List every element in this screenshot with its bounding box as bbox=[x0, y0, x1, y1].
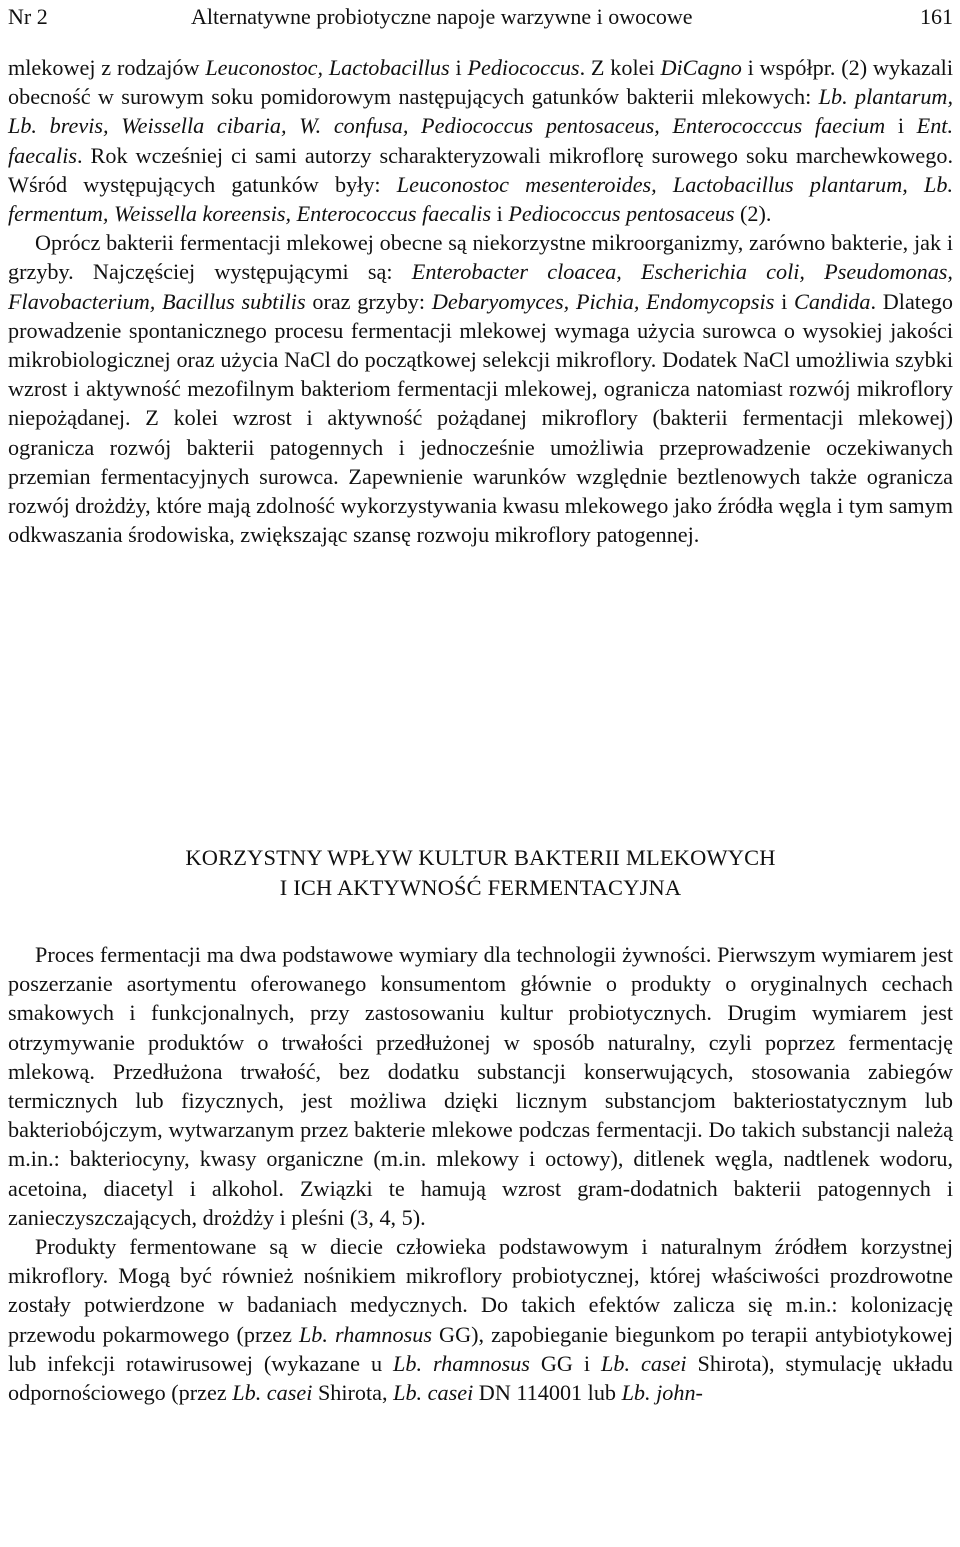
document-page bbox=[8, 0, 954, 1406]
section-heading-line-1: KORZYSTNY WPŁYW KULTUR BAKTERII MLEKOWYCH bbox=[185, 845, 776, 870]
text-run: Shirota, bbox=[312, 1380, 394, 1406]
text-run: Proces fermentacji ma dwa podstawowe wymiary dla technologii żywności. Pierwszym wymiarem jest poszerzanie asortymentu oferowanego konsumentom głównie o produkty o oryginalnych cechach smakowych i funkcjonalnych, przy zastosowaniu kultur probiotycznych. Drugim wymiarem jest otrzymywanie produktów o trwałości przedłużonej w sposób naturalny, czyli poprzez fermentację mlekową. Przedłużona trwałość, bez dodatku substancji konserwujących, stosowania zabiegów termicznych lub fizycznych, jest możliwa dzięki licznym substancjom bakteriostatycznym lub bakteriobójczym, wytwarzanym przez bakterie mlekowe podczas fermentacji. Do takich substancji należą m.in.: bakteriocyny, kwasy organiczne (m.in. mlekowy i octowy), ditlenek węgla, nadtlenek wodoru, acetoina, diacetyl i alkohol. Związki te hamują wzrost gram-dodatnich bakterii patogennych i zanieczyszczających, drożdży i pleśni (3, 4, 5). bbox=[8, 942, 953, 1230]
text-run: i bbox=[885, 113, 917, 139]
text-run: i bbox=[449, 55, 468, 80]
intro-text-block bbox=[8, 53, 953, 549]
italic-term: Lb. rhamnosus bbox=[298, 1321, 432, 1347]
running-header bbox=[8, 0, 953, 34]
text-run: . Dlatego prowadzenie spontanicznego procesu fermentacji mlekowej wymaga użycia surowca o wysokiej jakości mikrobiologicznej oraz użycia NaCl do początkowej selekcji mikroflory. Dodatek NaCl umożliwia szybki wzrost i aktywność mezofilnym bakteriom fermentacji mlekowej, ogranicza natomiast rozwój mikroflory niepożądanej. Z kolei wzrost i aktywność pożądanej mikroflory (bakterii fermentacji mlekowej) ogranicza rozwój bakterii patogennych i jednocześnie umożliwia przeprowadzenie oczekiwanych przemian fermentacyjnych surowca. Zapewnienie warunków względnie beztlenowych także ogranicza rozwój drożdży, które mają zdolność wykorzystywania kwasu mlekowego jako źródła węgla i tym samym odkwaszania środowiska, zwiększając szansę rozwoju mikroflory patogennej. bbox=[8, 288, 953, 548]
running-title: Alternatywne probiotyczne napoje warzywne i owocowe bbox=[191, 4, 693, 29]
text-run: i bbox=[491, 201, 509, 227]
text-run: Shirota), stymulację układu odpornościowego (przez bbox=[8, 1350, 953, 1406]
italic-term: Lb. john- bbox=[621, 1380, 703, 1406]
text-run: . Rok wcześniej ci sami autorzy scharakteryzowali mikroflorę surowego soku marchewkowego. Wśród występujących gatunków były: bbox=[8, 142, 953, 197]
italic-term: Pediococcus pentosaceus bbox=[508, 201, 735, 227]
paragraph bbox=[8, 940, 953, 1232]
italic-term: Debaryomyces, Pichia, Endomycopsis bbox=[431, 288, 775, 314]
text-run: mlekowej z rodzajów bbox=[8, 55, 206, 80]
italic-term: Pediococcus bbox=[467, 55, 580, 80]
italic-term: Lb. plantarum, Lb. brevis, Weissella cibaria, W. confusa, Pediococcus pentosaceus, Enterococccus faecium bbox=[8, 84, 954, 139]
italic-term: Lb. casei bbox=[232, 1380, 313, 1406]
italic-term: DiCagno bbox=[660, 55, 742, 80]
text-run: (2). bbox=[734, 201, 772, 227]
italic-term: Leuconostoc, Lactobacillus bbox=[205, 55, 450, 80]
italic-term: Leuconostoc mesenteroides, Lactobacillus plantarum, Lb. fermentum, Weissella koreensis, Enterococcus faecalis bbox=[8, 171, 953, 227]
section-heading bbox=[8, 843, 953, 903]
page-number: 161 bbox=[920, 4, 953, 29]
text-run: . Z kolei bbox=[579, 55, 661, 80]
paragraph bbox=[8, 53, 953, 228]
issue-number: Nr 2 bbox=[8, 4, 48, 29]
text-run: i współpr. (2) wykazali obecność w surowym soku pomidorowym następujących gatunków bakterii mlekowych: bbox=[8, 55, 954, 110]
paragraph bbox=[8, 228, 953, 549]
italic-term: Candida bbox=[794, 288, 871, 314]
text-run: Oprócz bakterii fermentacji mlekowej obecne są niekorzystne mikroorganizmy, zarówno bakterie, jak i grzyby. Najczęściej występującymi są: bbox=[8, 230, 953, 285]
section-heading-line-2: I ICH AKTYWNOŚĆ FERMENTACYJNA bbox=[279, 875, 682, 900]
italic-term: Ent. faecalis bbox=[8, 113, 953, 168]
italic-term: Enterobacter cloacea, Escherichia coli, Pseudomonas, Flavobacterium, Bacillus subtilis bbox=[8, 259, 953, 314]
text-run: GG i bbox=[529, 1350, 602, 1376]
italic-term: Lb. rhamnosus bbox=[393, 1350, 530, 1376]
text-run: GG), zapobieganie biegunkom po terapii antybiotykowej lub infekcji rotawirusowej (wykazane u bbox=[8, 1321, 954, 1376]
text-run: oraz grzyby: bbox=[305, 288, 432, 314]
italic-term: Lb. casei bbox=[601, 1350, 687, 1376]
paragraph bbox=[8, 1232, 953, 1407]
text-run: DN 114001 lub bbox=[473, 1380, 622, 1406]
italic-term: Lb. casei bbox=[393, 1380, 474, 1406]
text-run: i bbox=[774, 288, 795, 314]
text-run: Produkty fermentowane są w diecie człowieka podstawowym i naturalnym źródłem korzystnej mikroflory. Mogą być również nośnikiem mikroflory probiotycznej, której właściwości prozdrowotne zostały potwierdzone w badaniach medycznych. Do takich efektów zalicza się m.in.: kolonizację przewodu pokarmowego (przez bbox=[8, 1234, 953, 1347]
main-text-block bbox=[8, 940, 953, 1407]
